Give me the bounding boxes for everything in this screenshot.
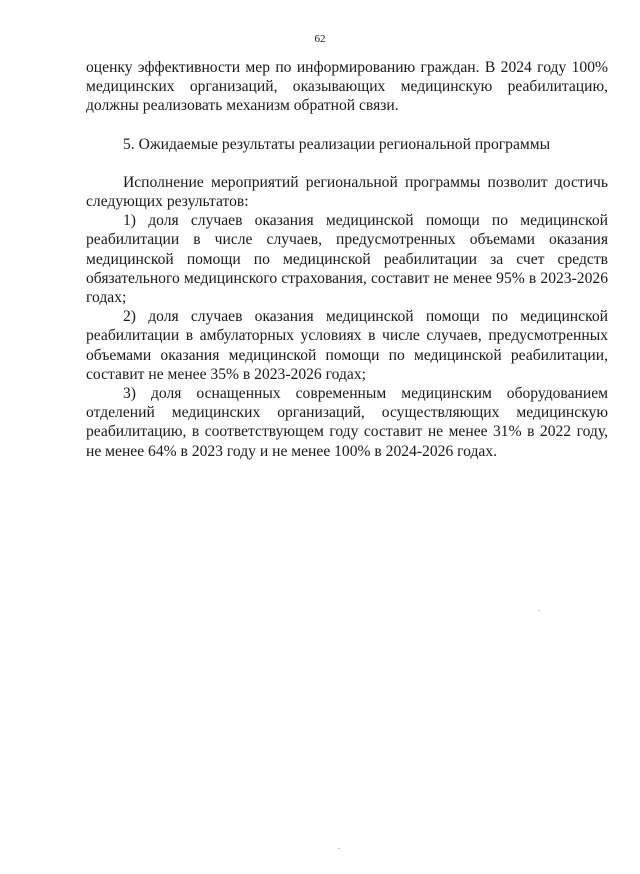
scan-speck (338, 848, 340, 849)
page-number: 62 (314, 33, 326, 45)
intro-paragraph: оценку эффективности мер по информированию граждан. В 2024 году 100% медицинских организаций, оказывающих медицинскую реабилитацию, должны реализовать механизм обратной связи. (86, 59, 608, 115)
lead-paragraph: Исполнение мероприятий региональной программы позволит достичь следующих результатов: (86, 173, 608, 211)
result-item-1: 1) доля случаев оказания медицинской помощи по медицинской реабилитации в числе случаев, предусмотренных объемами оказания медицинской помощи по медицинской реабилитации за счет средств обязательного медицинского страхования, составит не менее 95% в 2023-2026 годах; (86, 212, 608, 307)
scan-speck (538, 610, 540, 611)
section-heading: 5. Ожидаемые результаты реализации региональной программы (123, 135, 551, 153)
document-body (86, 58, 608, 461)
result-item-2: 2) доля случаев оказания медицинской помощи по медицинской реабилитации в амбулаторных условиях в числе случаев, предусмотренных объемами оказания медицинской помощи по медицинской реабилитации, составит не менее 35% в 2023-2026 годах; (86, 308, 608, 383)
result-item-3: 3) доля оснащенных современным медицинским оборудованием отделений медицинских организаций, осуществляющих медицинскую реабилитацию, в соответствующем году составит не менее 31% в 2022 году, не менее 64% в 2023 году и не менее 100% в 2024-2026 годах. (86, 385, 608, 460)
